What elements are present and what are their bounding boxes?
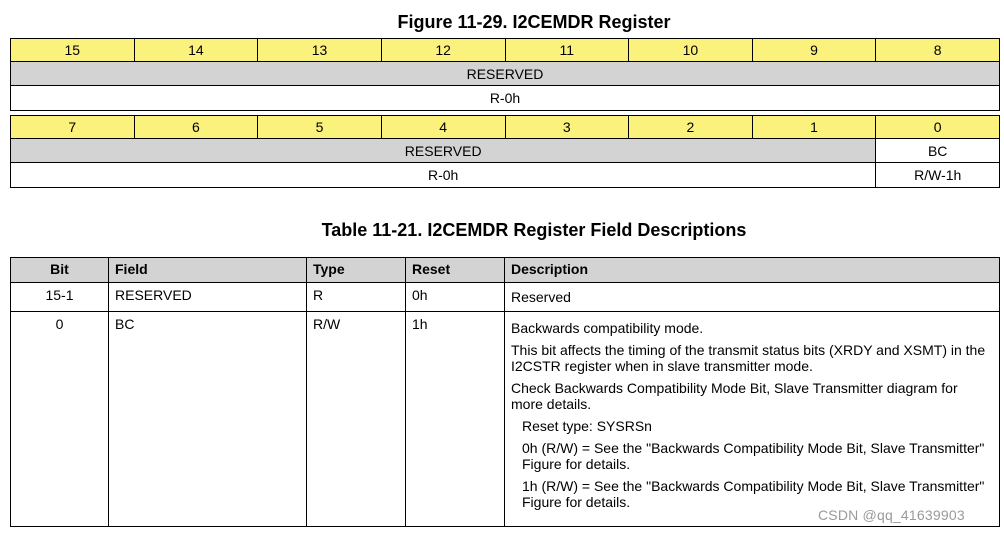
reserved-field: RESERVED [11,62,1000,86]
cell-description [505,312,1000,527]
cell-type: R [307,283,406,312]
bit-number: 12 [381,39,505,62]
description-text: Check Backwards Compatibility Mode Bit, Slave Transmitter diagram for more details. [511,380,958,412]
description-text: This bit affects the timing of the transmit status bits (XRDY and XSMT) in the I2CSTR register when in slave transmitter mode. [511,342,986,374]
value-1h-text: 1h (R/W) = See the "Backwards Compatibility Mode Bit, Slave Transmitter" Figure for details. [522,478,985,510]
access-row [11,86,1000,111]
bc-access: R/W-1h [876,163,1000,188]
header-type: Type [307,258,406,283]
field-name-row [11,62,1000,86]
cell-bit: 15-1 [11,283,109,312]
bit-number-row [11,116,1000,139]
access-row [11,163,1000,188]
table-row [11,312,1000,527]
cell-reset: 0h [406,283,505,312]
table-row [11,283,1000,312]
cell-bit: 0 [11,312,109,527]
bit-number: 6 [134,116,258,139]
bit-number-row [11,39,1000,62]
bit-number: 14 [134,39,258,62]
bit-number: 9 [752,39,876,62]
register-high-byte [10,38,1000,111]
bit-number: 1 [752,116,876,139]
reserved-access: R-0h [11,163,876,188]
header-bit: Bit [11,258,109,283]
description-text: Backwards compatibility mode. [511,320,704,336]
cell-reset: 1h [406,312,505,527]
cell-field: BC [109,312,307,527]
bit-number: 2 [629,116,753,139]
header-reset: Reset [406,258,505,283]
bit-number: 3 [505,116,629,139]
bit-number: 8 [876,39,1000,62]
description-text: Reserved [511,289,571,305]
watermark: CSDN @qq_41639903 [818,507,965,523]
bc-field: BC [876,139,1000,163]
cell-field: RESERVED [109,283,307,312]
header-field: Field [109,258,307,283]
reserved-access: R-0h [11,86,1000,111]
header-description: Description [505,258,1000,283]
table-title: Table 11-21. I2CEMDR Register Field Descriptions [321,220,747,240]
bit-number: 7 [11,116,135,139]
bit-number: 10 [629,39,753,62]
cell-description [505,283,1000,312]
bit-number: 15 [11,39,135,62]
reserved-field: RESERVED [11,139,876,163]
bit-number: 5 [258,116,382,139]
figure-title: Figure 11-29. I2CEMDR Register [397,12,671,32]
reset-type-text: Reset type: SYSRSn [522,418,652,434]
register-low-byte [10,115,1000,188]
bit-number: 0 [876,116,1000,139]
cell-type: R/W [307,312,406,527]
bit-number: 11 [505,39,629,62]
field-descriptions-table [10,257,1000,527]
bit-number: 4 [381,116,505,139]
bit-number: 13 [258,39,382,62]
field-name-row [11,139,1000,163]
value-0h-text: 0h (R/W) = See the "Backwards Compatibility Mode Bit, Slave Transmitter" Figure for details. [522,440,985,472]
table-header-row [11,258,1000,283]
